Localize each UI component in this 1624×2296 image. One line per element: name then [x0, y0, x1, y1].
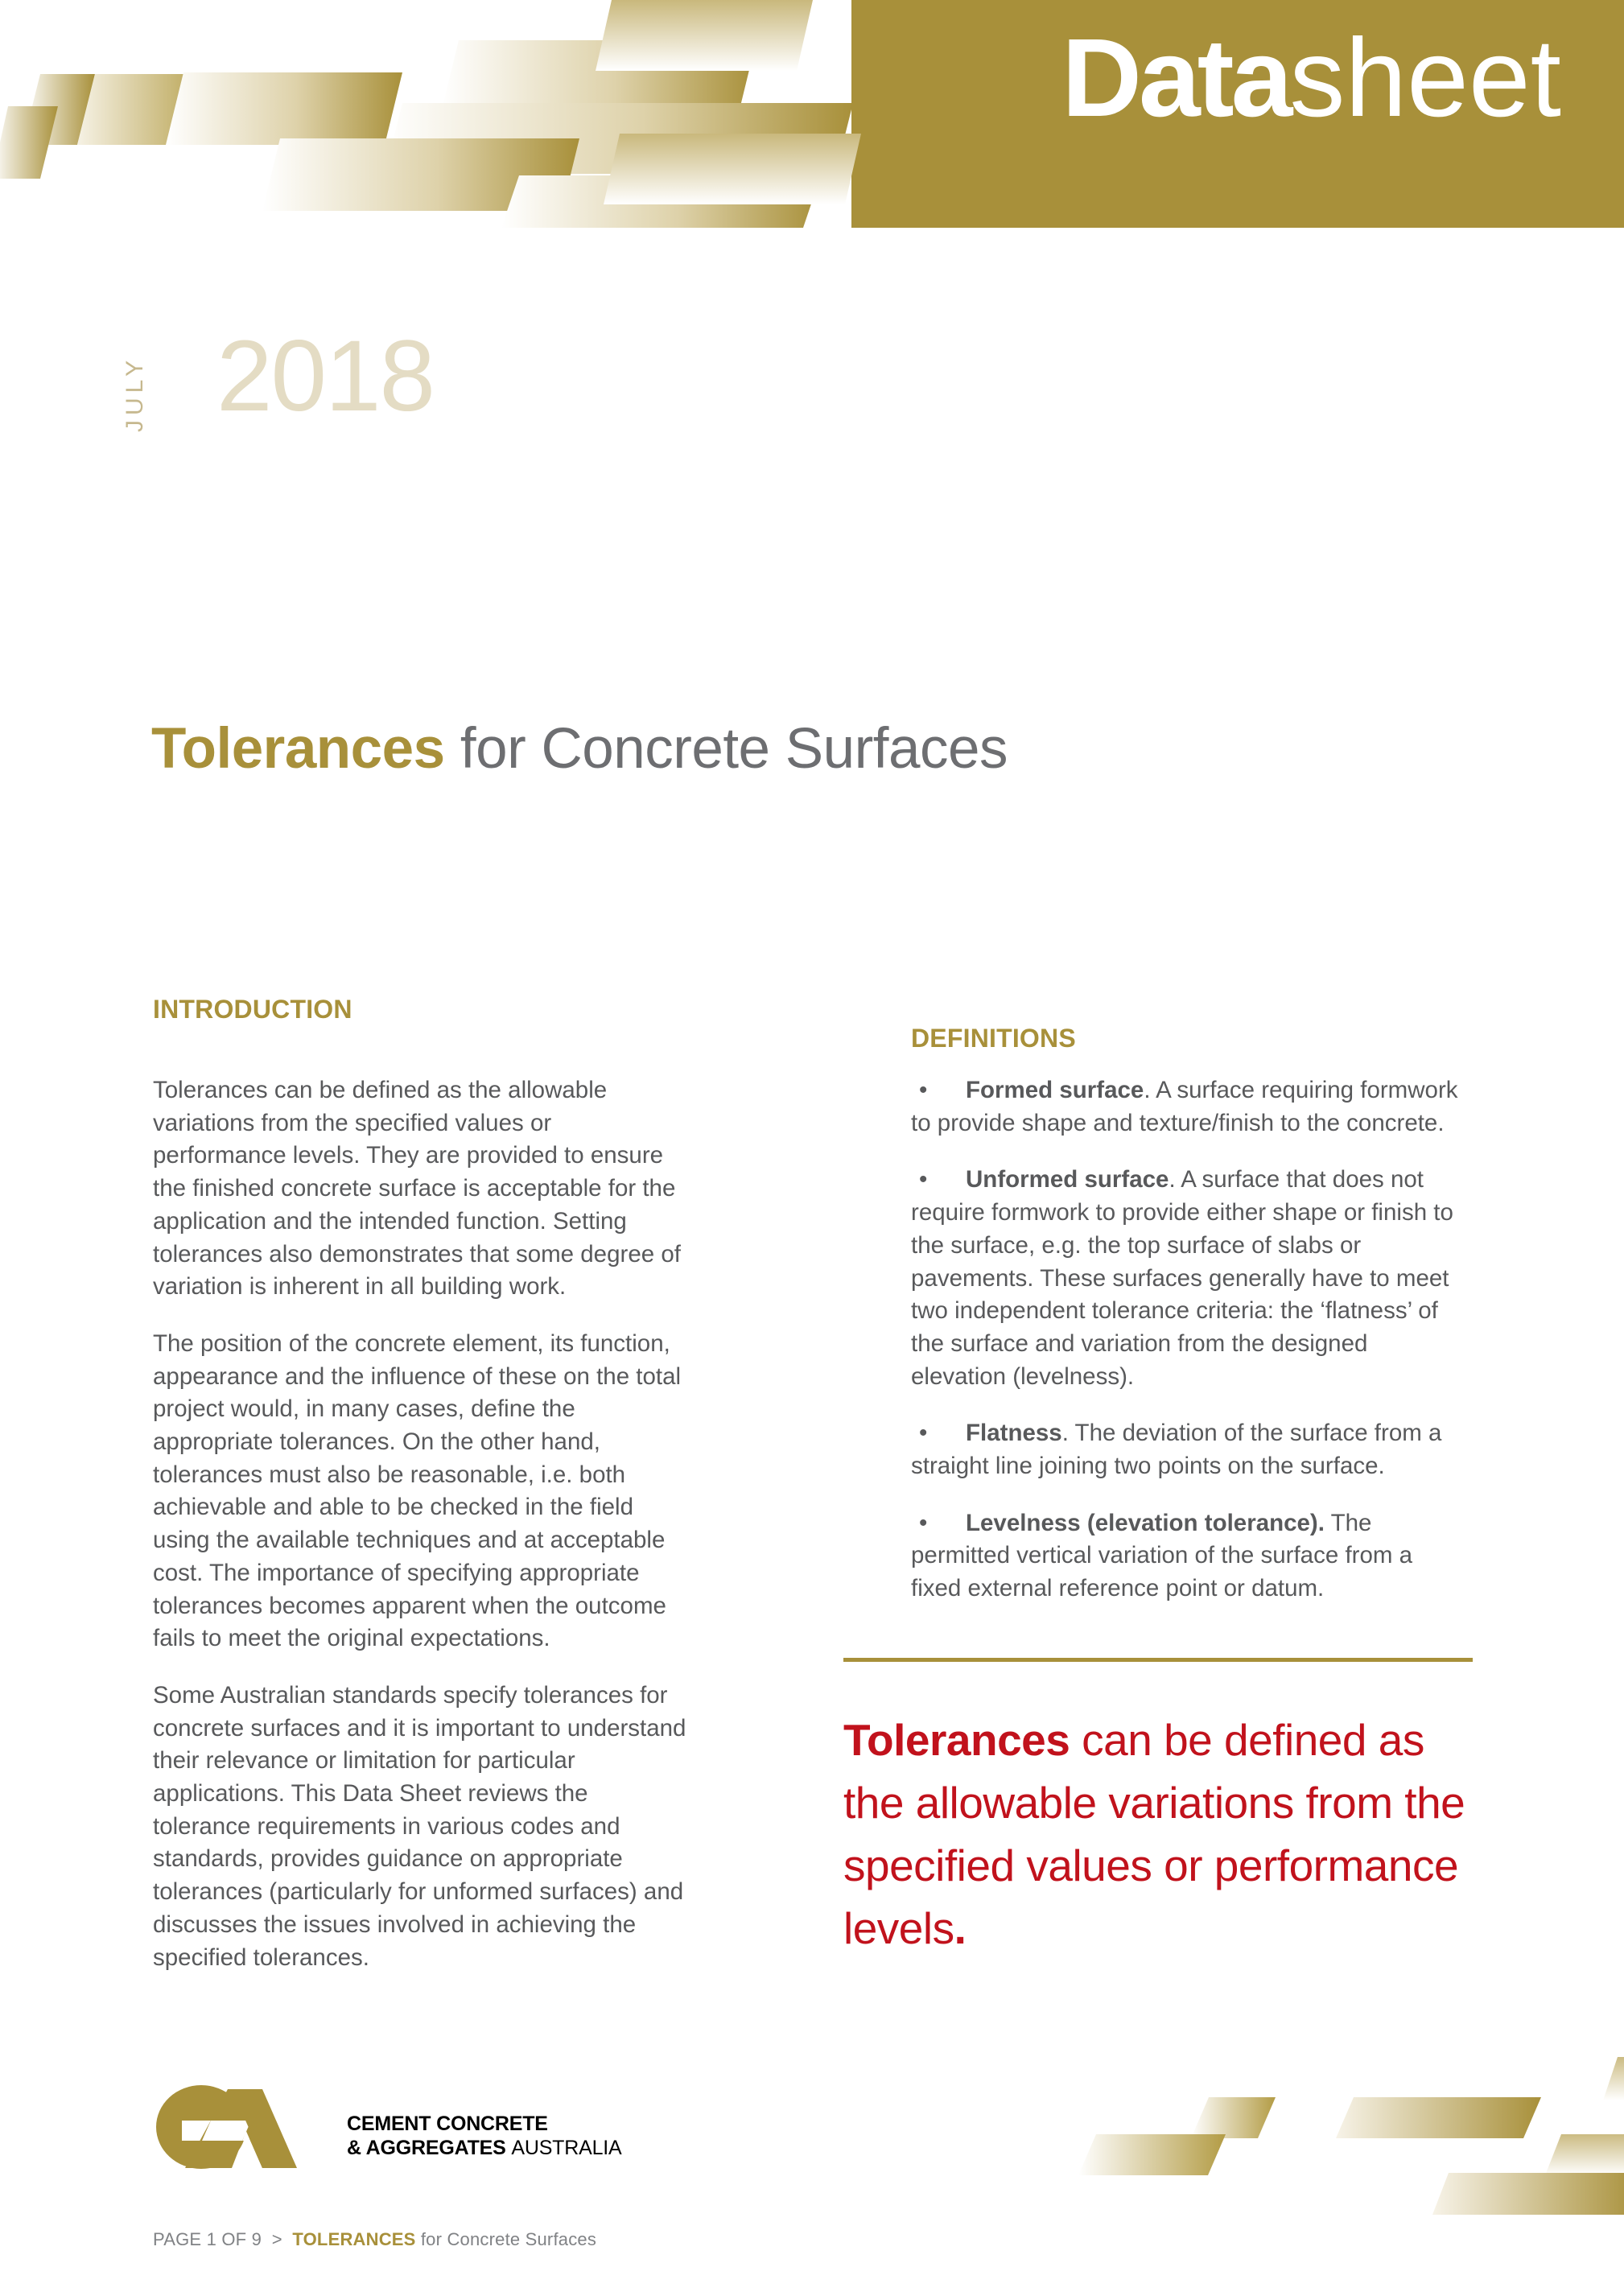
definition-text: . A surface that does not require formwork to provide either shape or finish to the surface, e.g. the top surface of slabs or pavements. These surfaces generally have to meet two independent tolerance criteria: the ‘flatness’ of the surface and variation from the designed elevation (levelness).: [911, 1166, 1453, 1390]
introduction-paragraph: The position of the concrete element, its function, appearance and the influence of these on the total project would, in many cases, define the appropriate tolerances. On the other hand, tolerances must also be reasonable, i.e. both achievable and able to be checked in the field using the available techniques and at acceptable cost. The importance of specifying appropriate tolerances becomes apparent when the outcome fails to meet the original expectations.: [153, 1329, 682, 1652]
pullquote-period: .: [954, 1903, 967, 1954]
bullet-icon: •: [919, 1077, 928, 1103]
list-item: [911, 1074, 1466, 1140]
bullet-icon: •: [919, 1420, 928, 1447]
pullquote-rest: can be defined as the allowable variations from the specified values or performance levels: [843, 1715, 1465, 1954]
page-title-strong: Tolerances: [151, 716, 445, 781]
pullquote-text: [843, 1709, 1473, 1960]
page-title: [151, 716, 1008, 781]
bullet-icon: •: [919, 1166, 928, 1193]
date-month: JULY: [122, 355, 148, 432]
definition-text: . A surface requiring formwork to provide shape and texture/finish to the concrete.: [911, 1077, 1458, 1136]
bullet-icon: •: [919, 1509, 928, 1536]
pullquote-strong: Tolerances: [843, 1715, 1070, 1765]
introduction-paragraph: Tolerances can be defined as the allowable variations from the specified values or performance levels. They are provided to ensure the finished concrete surface is acceptable for the application and the intended function. Setting tolerances also demonstrates that some degree of variation is inherent in all building work.: [153, 1077, 681, 1301]
introduction-heading: INTRODUCTION: [153, 995, 352, 1024]
footer-doc-rest: for Concrete Surfaces: [415, 2229, 597, 2249]
cca-logo-line1: CEMENT CONCRETE: [347, 2113, 548, 2135]
cca-logo-icon: [151, 2083, 332, 2171]
list-item: [911, 1164, 1466, 1393]
wordmark-sheet: sheet: [1289, 16, 1561, 140]
page-title-rest: for Concrete Surfaces: [444, 716, 1008, 781]
list-item: [911, 1507, 1466, 1606]
list-item: [911, 1417, 1466, 1482]
footer-page-indicator: [153, 2229, 596, 2250]
footer-page-label: PAGE 1 OF 9: [153, 2229, 262, 2249]
introduction-column: [153, 995, 688, 1974]
pullquote-divider: [843, 1658, 1473, 1662]
footer-decorative-shapes: [1030, 2044, 1624, 2245]
cca-logo: [151, 2083, 634, 2171]
cca-logo-line2-bold: & AGGREGATES: [347, 2137, 512, 2159]
definitions-heading: DEFINITIONS: [911, 1024, 1076, 1053]
definition-term: Unformed surface: [966, 1166, 1169, 1193]
header-banner: [0, 0, 1624, 228]
definitions-list: [911, 1074, 1466, 1606]
wordmark-data: Data: [1061, 16, 1290, 140]
cca-logo-line2-light: AUSTRALIA: [511, 2137, 622, 2159]
introduction-paragraph: Some Australian standards specify tolerances for concrete surfaces and it is important to understand their relevance or limitation for particular applications. This Data Sheet reviews the tolerance requirements in various codes and standards, provides guidance on appropriate tolerances (particularly for unformed surfaces) and discusses the issues involved in achieving the specified tolerances.: [153, 1681, 686, 1971]
definitions-column: [911, 1024, 1466, 1606]
definition-text: . The deviation of the surface from a straight line joining two points on the surface.: [911, 1420, 1442, 1480]
pullquote-block: [843, 1658, 1473, 1960]
definition-term: Levelness (elevation tolerance).: [966, 1509, 1325, 1536]
cca-logo-text: [347, 2112, 622, 2160]
date-year: 2018: [216, 320, 435, 432]
definition-term: Formed surface: [966, 1077, 1144, 1103]
footer-separator: >: [271, 2229, 282, 2249]
datasheet-wordmark: [1061, 16, 1561, 140]
definition-text: The permitted vertical variation of the surface from a fixed external reference point or datum.: [911, 1509, 1413, 1602]
footer-doc-strong: TOLERANCES: [292, 2229, 416, 2249]
definition-term: Flatness: [966, 1420, 1062, 1447]
cca-logo-line2: [347, 2136, 622, 2160]
